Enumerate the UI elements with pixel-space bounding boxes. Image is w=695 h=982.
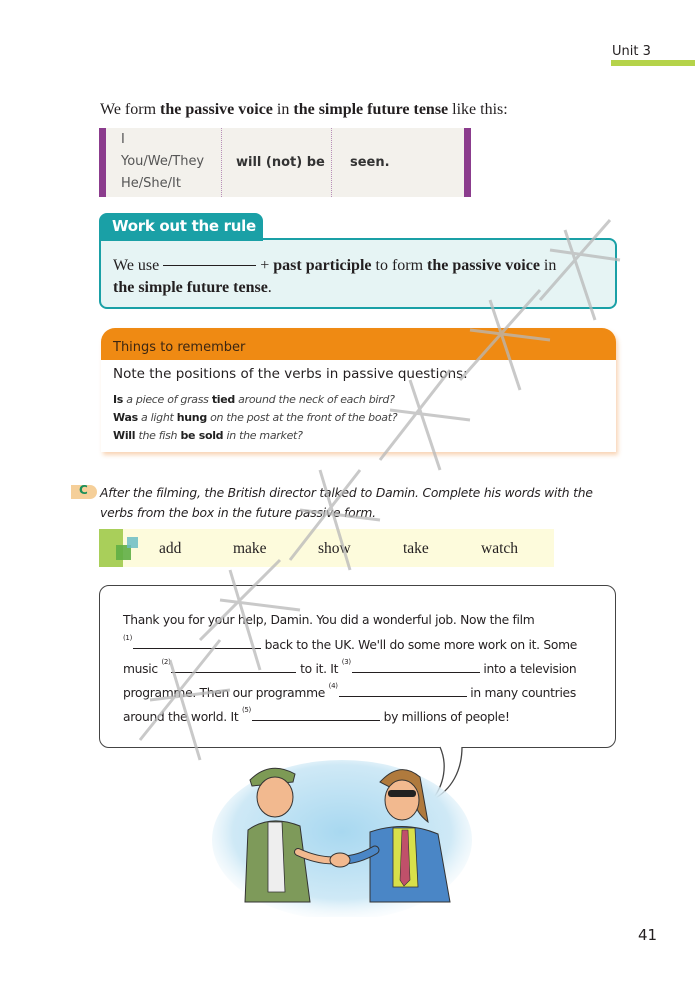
speech-text: back to the UK. We'll do some more work on it. Some <box>261 638 578 652</box>
rule-bold: past participle <box>273 257 372 274</box>
rule-text-part: to form <box>371 257 428 274</box>
answer-blank-3[interactable] <box>352 661 480 673</box>
blank-number: (4) <box>328 682 338 690</box>
table-auxiliary: will (not) be <box>236 155 325 170</box>
example-text: in the market? <box>223 429 303 442</box>
table-right-bar <box>464 128 471 197</box>
rule-bold: the passive voice <box>427 257 540 274</box>
example-sentence <box>113 393 395 406</box>
rule-text <box>113 255 603 299</box>
handshake-illustration <box>210 752 475 917</box>
example-text: on the post at the front of the boat? <box>206 411 398 424</box>
exercise-letter: C <box>79 483 88 497</box>
example-sentence <box>113 411 397 424</box>
exercise-instruction <box>100 483 620 523</box>
unit-label: Unit 3 <box>612 44 651 59</box>
speech-line <box>123 658 577 676</box>
word-box-decoration-icon <box>127 537 138 548</box>
word-option: watch <box>481 540 519 557</box>
unit-accent-bar <box>611 60 695 66</box>
remember-title: Things to remember <box>101 328 616 360</box>
speech-text: by millions of people! <box>379 710 510 724</box>
rule-text-part: . <box>267 279 272 296</box>
intro-text: like this: <box>448 101 508 118</box>
intro-sentence <box>100 101 508 119</box>
speech-text: around the world. It <box>123 710 242 724</box>
rule-text-part: We use <box>113 257 160 274</box>
blank-number: (2) <box>161 658 171 666</box>
speech-text: to it. It <box>296 662 342 676</box>
intro-bold: the simple future tense <box>293 101 449 118</box>
answer-blank-2[interactable] <box>171 661 296 673</box>
pronoun: I <box>121 132 125 147</box>
page-number: 41 <box>638 926 658 944</box>
answer-blank-5[interactable] <box>252 709 380 721</box>
word-option: show <box>318 540 351 557</box>
rule-title: Work out the rule <box>99 213 263 241</box>
instruction-line: verbs from the box in the future passive form. <box>100 506 376 520</box>
speech-line <box>123 634 578 652</box>
intro-text: We form <box>100 101 161 118</box>
example-verb: Will <box>113 429 136 442</box>
answer-blank-1[interactable] <box>133 637 261 649</box>
example-verb: be sold <box>180 429 224 442</box>
example-text: around the neck of each bird? <box>234 393 395 406</box>
blank-number: (1) <box>123 634 133 642</box>
speech-text: into a television <box>479 662 577 676</box>
pronoun: He/She/It <box>121 176 181 191</box>
rule-blank[interactable] <box>163 265 256 266</box>
answer-blank-4[interactable] <box>339 685 467 697</box>
rule-text-part: + <box>260 257 270 274</box>
speech-line: Thank you for your help, Damin. You did a wonderful job. Now the film <box>123 613 535 627</box>
speech-text: music <box>123 662 162 676</box>
pronoun: You/We/They <box>121 154 205 169</box>
example-verb: tied <box>211 393 235 406</box>
example-verb: Is <box>113 393 124 406</box>
table-participle: seen. <box>350 155 390 170</box>
example-text: a piece of grass <box>123 393 212 406</box>
table-left-bar <box>99 128 106 197</box>
word-option: take <box>403 540 429 557</box>
example-verb: hung <box>176 411 207 424</box>
speech-line <box>123 682 576 700</box>
example-verb: Was <box>113 411 138 424</box>
blank-number: (5) <box>241 706 251 714</box>
speech-text: in many countries <box>466 686 576 700</box>
speech-text: programme. Then our programme <box>123 686 329 700</box>
rule-text-part: in <box>539 257 557 274</box>
remember-subtitle: Note the positions of the verbs in passive questions: <box>113 366 468 382</box>
word-option: make <box>233 540 267 557</box>
example-sentence <box>113 429 303 442</box>
example-text: the fish <box>135 429 181 442</box>
instruction-line: After the filming, the British director talked to Damin. Complete his words with the <box>100 486 593 500</box>
intro-text: in <box>272 101 294 118</box>
rule-bold: the simple future tense <box>113 279 268 296</box>
example-text: a light <box>137 411 177 424</box>
intro-bold: the passive voice <box>160 101 273 118</box>
blank-number: (3) <box>341 658 351 666</box>
handshake-hands <box>330 853 350 867</box>
speech-line <box>123 706 510 724</box>
table-divider <box>221 128 222 197</box>
word-option: add <box>159 540 182 557</box>
table-divider <box>331 128 332 197</box>
